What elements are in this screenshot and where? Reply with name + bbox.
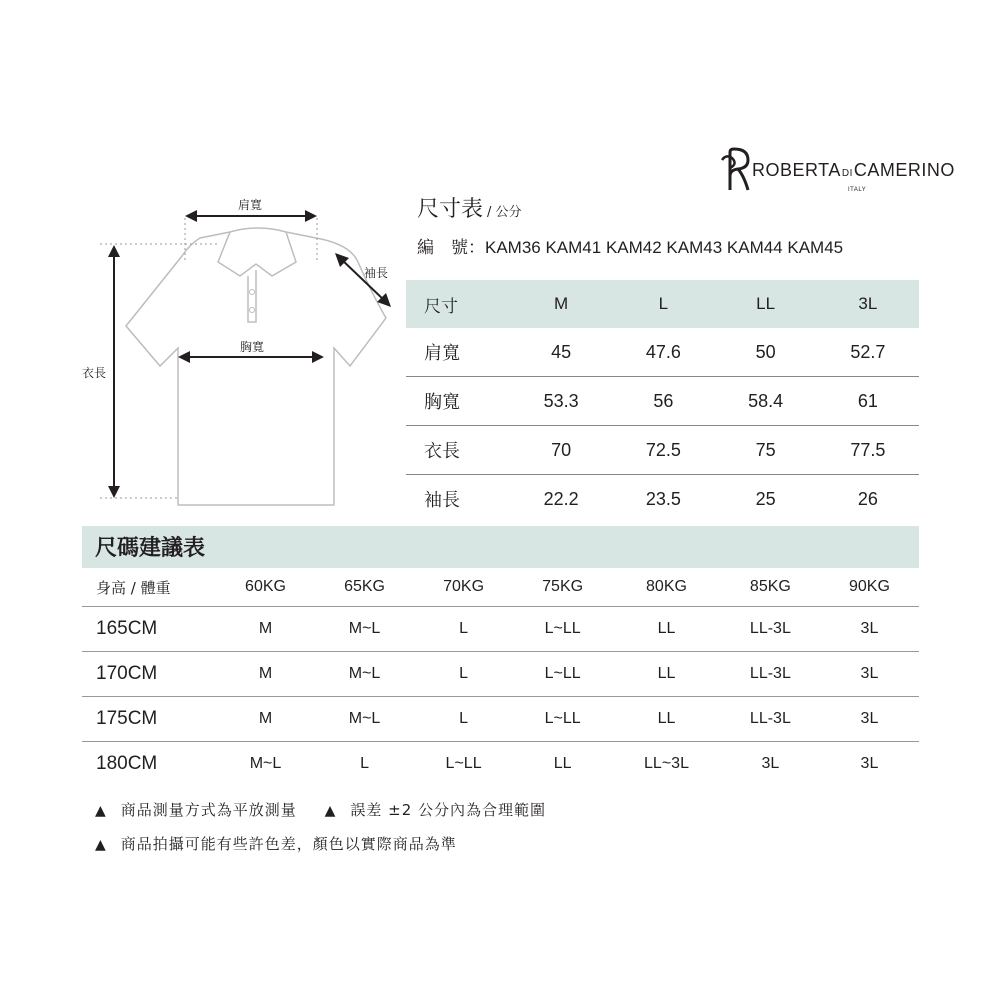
shoulder-label: 肩寬 (238, 198, 263, 212)
recommend-cell: LL~3L (644, 755, 689, 772)
size-cell: 26 (857, 488, 878, 509)
recommend-cell: L (414, 697, 513, 742)
size-cell: 72.5 (612, 426, 714, 475)
height-cell: 180CM (96, 753, 158, 774)
size-cell: 53.3 (510, 377, 612, 426)
recommend-cell: M~L (315, 652, 414, 697)
recommend-cell: L~LL (513, 607, 612, 652)
size-header-cell: 3L (817, 280, 919, 328)
size-table-header (406, 280, 919, 328)
weight-cell: 65KG (315, 568, 414, 607)
recommend-cell: LL-3L (721, 652, 820, 697)
recommend-row (82, 607, 919, 652)
chest-label: 胸寬 (240, 340, 265, 354)
size-cell: 47.6 (612, 328, 714, 377)
size-cell: 50 (715, 328, 817, 377)
recommend-cell: 3L (820, 697, 919, 742)
size-table-row (406, 328, 919, 377)
recommend-cell: L (414, 652, 513, 697)
recommend-cell: M~L (315, 607, 414, 652)
product-codes: 編 號：KAM36 KAM41 KAM42 KAM43 KAM44 KAM45 (417, 238, 844, 258)
recommend-table (82, 568, 919, 786)
size-cell: 45 (510, 328, 612, 377)
triangle-icon: ▲ (324, 803, 337, 819)
size-cell: 52.7 (817, 328, 919, 377)
recommend-cell: 3L (820, 607, 919, 652)
size-chart-unit: / 公分 (487, 205, 522, 220)
size-cell: 70 (510, 426, 612, 475)
measurement-note: ▲ 商品測量方式為平放測量 ▲ 誤差 ±2 公分內為合理範圍 (95, 801, 547, 819)
size-cell: 22.2 (543, 488, 579, 509)
recommend-cell: M (216, 652, 315, 697)
size-cell: 75 (715, 426, 817, 475)
height-cell: 165CM (82, 607, 216, 652)
recommend-cell: LL (612, 607, 721, 652)
weight-cell: 60KG (216, 568, 315, 607)
size-cell: 25 (755, 488, 776, 509)
height-cell: 175CM (82, 697, 216, 742)
size-table-row (406, 475, 919, 524)
recommend-cell: L (414, 607, 513, 652)
size-header-cell: L (612, 280, 714, 328)
recommend-cell: M~L (315, 697, 414, 742)
weight-cell: 90KG (820, 568, 919, 607)
height-weight-label: 身高 / 體重 (82, 568, 216, 607)
recommend-cell: L~LL (513, 697, 612, 742)
height-cell: 170CM (82, 652, 216, 697)
size-cell: 23.5 (645, 488, 681, 509)
row-label: 胸寬 (406, 377, 510, 426)
size-table-row (406, 426, 919, 475)
size-header-label: 尺寸 (406, 280, 510, 328)
size-table-row (406, 377, 919, 426)
recommend-title: 尺碼建議表 (95, 536, 206, 561)
size-header-cell: M (510, 280, 612, 328)
recommend-cell: 3L (860, 755, 879, 772)
recommend-cell: LL (612, 652, 721, 697)
sleeve-label: 袖長 (364, 266, 389, 280)
size-header-cell: LL (715, 280, 817, 328)
size-cell: 77.5 (817, 426, 919, 475)
recommend-cell: 3L (820, 652, 919, 697)
recommend-cell: M (216, 697, 315, 742)
brand-name: ROBERTADICAMERINO (752, 160, 955, 180)
recommend-cell: LL-3L (721, 607, 820, 652)
recommend-cell: L~LL (445, 755, 482, 772)
shirt-diagram (70, 190, 410, 520)
weight-cell: 75KG (513, 568, 612, 607)
recommend-row (82, 697, 919, 742)
recommend-cell: 3L (761, 755, 780, 772)
row-label: 衣長 (406, 426, 510, 475)
size-cell: 58.4 (715, 377, 817, 426)
color-note: ▲ 商品拍攝可能有些許色差，顏色以實際商品為準 (95, 835, 457, 853)
recommend-cell: LL (612, 697, 721, 742)
size-cell: 61 (817, 377, 919, 426)
triangle-icon: ▲ (95, 837, 107, 853)
weight-header-row (82, 568, 919, 607)
recommend-cell: M (216, 607, 315, 652)
recommend-cell: L~LL (513, 652, 612, 697)
recommend-row (82, 742, 919, 787)
weight-cell: 70KG (414, 568, 513, 607)
length-label: 衣長 (82, 366, 107, 380)
weight-cell: 80KG (612, 568, 721, 607)
recommend-row (82, 652, 919, 697)
row-label: 袖長 (424, 490, 460, 511)
brand-logo-icon (718, 146, 754, 196)
recommend-cell: M~L (249, 755, 282, 772)
recommend-cell: LL (553, 755, 572, 772)
recommend-cell: L (360, 755, 369, 772)
size-chart-title: 尺寸表 / 公分 (417, 197, 522, 222)
size-table (406, 280, 919, 523)
weight-cell: 85KG (721, 568, 820, 607)
triangle-icon: ▲ (95, 803, 107, 819)
brand-subtitle: ITALY (848, 187, 867, 193)
row-label: 肩寬 (406, 328, 510, 377)
recommend-cell: LL-3L (721, 697, 820, 742)
recommend-header-bar (82, 526, 919, 568)
size-cell: 56 (612, 377, 714, 426)
shirt-collar (218, 228, 296, 276)
